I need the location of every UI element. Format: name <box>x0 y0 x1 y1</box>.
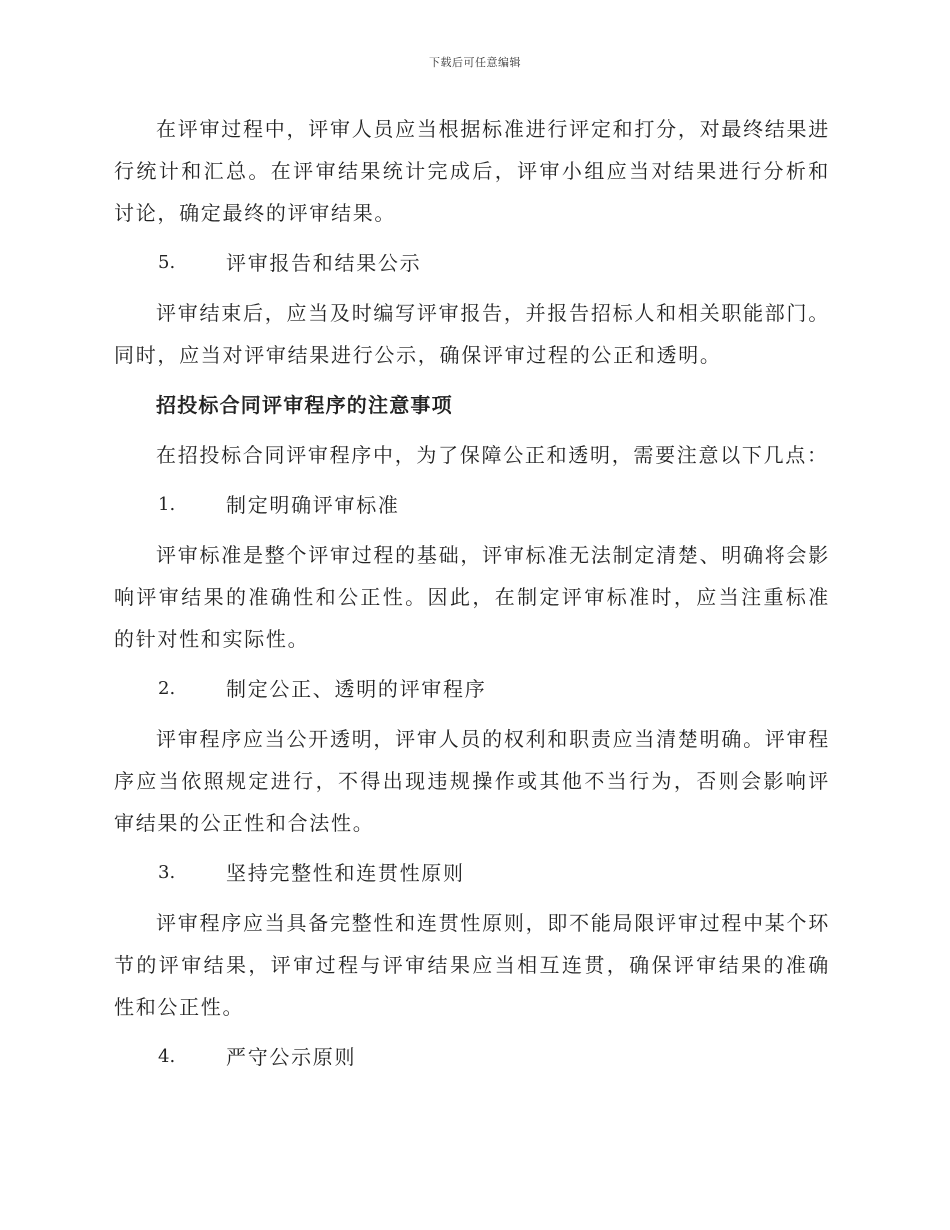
list-item-title: 制定明确评审标准 <box>226 493 400 517</box>
paragraph-standards: 评审标准是整个评审过程的基础，评审标准无法制定清楚、明确将会影响评审结果的准确性和公正性。因此，在制定评审标准时，应当注重标准的针对性和实际性。 <box>114 543 830 651</box>
list-item-1 <box>114 484 830 526</box>
document-body <box>114 108 830 1086</box>
paragraph-report-publication: 评审结束后，应当及时编写评审报告，并报告招标人和相关职能部门。同时，应当对评审结果进行公示，确保评审过程的公正和透明。 <box>114 301 830 367</box>
paragraph-evaluation-process: 在评审过程中，评审人员应当根据标准进行评定和打分，对最终结果进行统计和汇总。在评审结果统计完成后，评审小组应当对结果进行分析和讨论，确定最终的评审结果。 <box>114 117 830 225</box>
paragraph-intro-points: 在招投标合同评审程序中，为了保障公正和透明，需要注意以下几点： <box>156 443 829 467</box>
list-item-number: 2. <box>158 678 176 699</box>
list-item-4 <box>114 1036 830 1078</box>
list-item-title: 评审报告和结果公示 <box>226 251 422 275</box>
list-item-number: 1. <box>158 494 176 515</box>
list-item-title: 制定公正、透明的评审程序 <box>226 677 487 701</box>
list-item-5 <box>114 242 830 284</box>
list-item-title: 严守公示原则 <box>226 1045 357 1069</box>
list-item-number: 5. <box>158 252 176 273</box>
list-item-number: 3. <box>158 862 176 883</box>
list-item-number: 4. <box>158 1046 176 1067</box>
list-item-title: 坚持完整性和连贯性原则 <box>226 861 465 885</box>
paragraph-transparent-procedure: 评审程序应当公开透明，评审人员的权利和职责应当清楚明确。评审程序应当依照规定进行，不得出现违规操作或其他不当行为，否则会影响评审结果的公正性和合法性。 <box>114 727 830 835</box>
list-item-3 <box>114 852 830 894</box>
page-header: 下载后可任意编辑 <box>429 56 521 69</box>
paragraph-integrity-continuity: 评审程序应当具备完整性和连贯性原则，即不能局限评审过程中某个环节的评审结果，评审过程与评审结果应当相互连贯，确保评审结果的准确性和公正性。 <box>114 911 830 1019</box>
section-heading: 招投标合同评审程序的注意事项 <box>156 393 453 417</box>
list-item-2 <box>114 668 830 710</box>
